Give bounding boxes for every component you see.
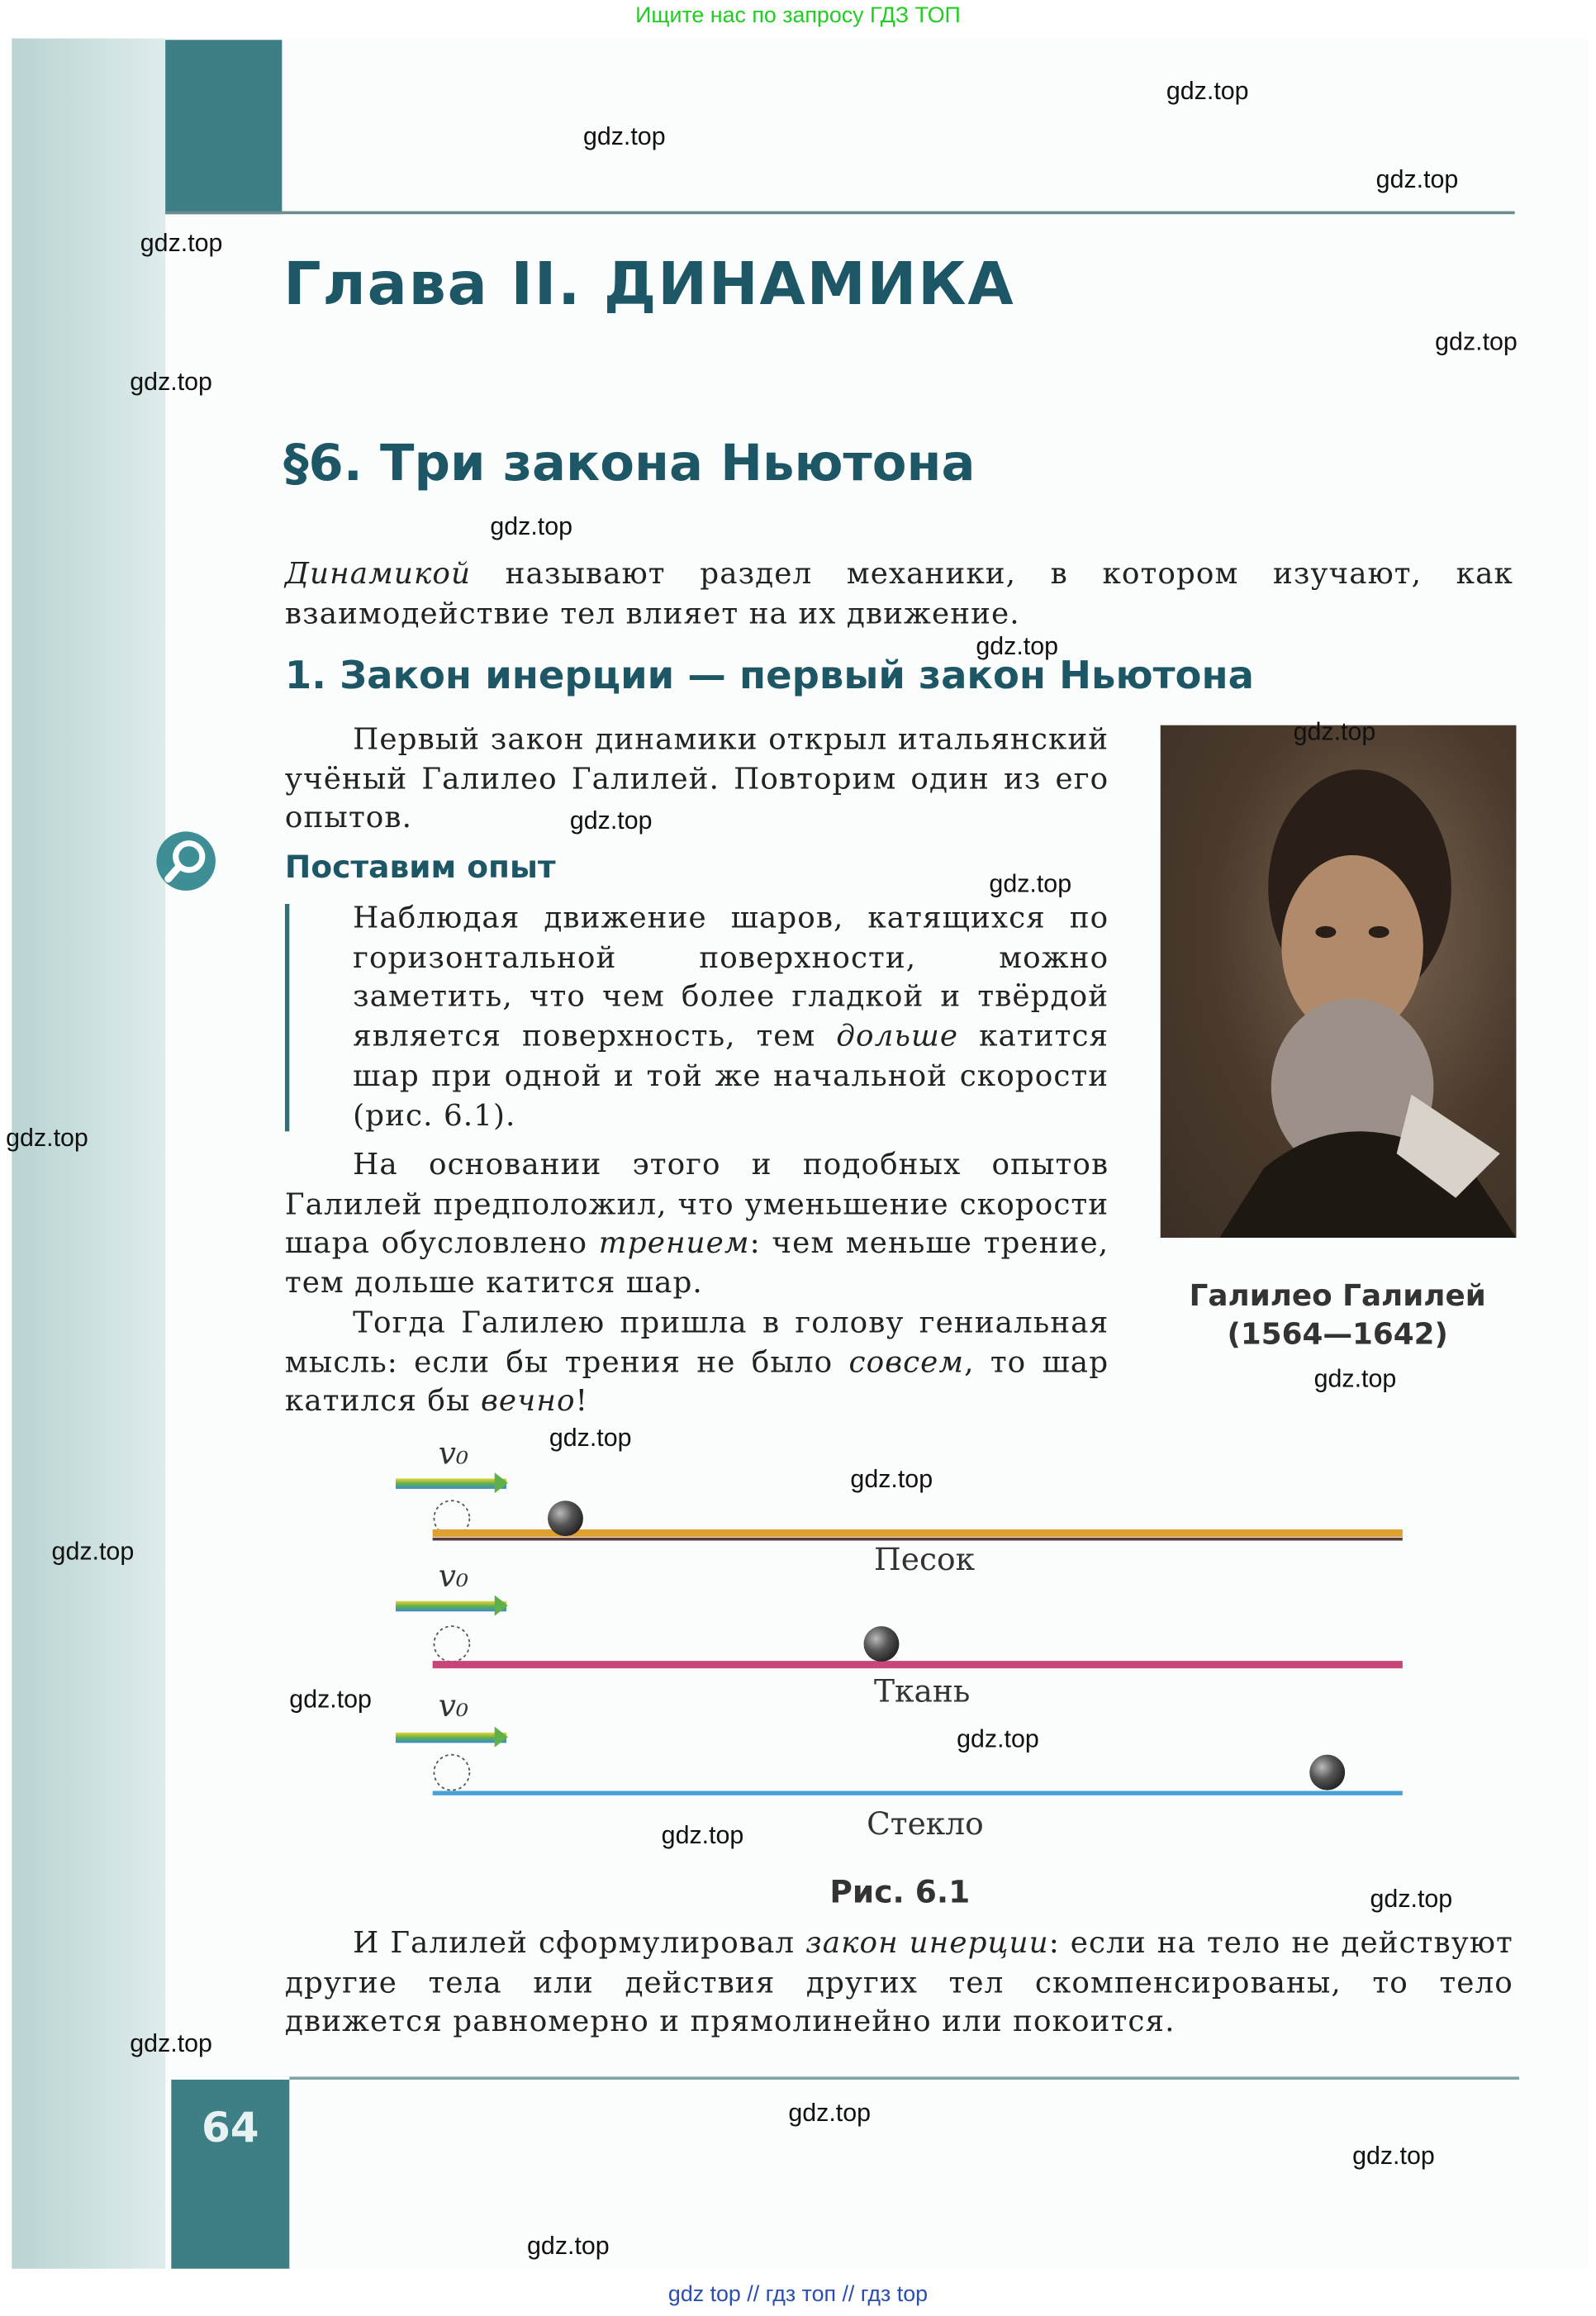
watermark: gdz.top <box>130 368 212 397</box>
term: закон инерции <box>805 1924 1049 1961</box>
text: Наблюдая движение шаров, катящихся по горизонтальной поверхности, можно заметить, что чем более гладкой и твёрдой является поверхность, тем <box>353 899 1109 1053</box>
velocity-label: v₀ <box>438 1435 469 1472</box>
ball-icon <box>864 1626 900 1662</box>
figure-caption: Рис. 6.1 <box>829 1874 971 1910</box>
text: И Галилей сформулировал <box>353 1924 806 1961</box>
cloth-track <box>396 1596 1403 1665</box>
watermark: gdz.top <box>1313 1364 1397 1393</box>
velocity-arrow-icon <box>396 1478 506 1489</box>
experiment-title: Поставим опыт <box>284 849 556 885</box>
velocity-arrow-icon <box>396 1733 506 1743</box>
watermark: gdz.top <box>549 1424 632 1453</box>
watermark: gdz.top <box>1375 165 1459 194</box>
paragraph-2 <box>285 1144 1109 1302</box>
galileo-portrait <box>1161 725 1517 1238</box>
watermark: gdz.top <box>6 1124 88 1153</box>
text: , то шар катился бы <box>284 1343 1109 1419</box>
watermark: gdz.top <box>527 2232 610 2261</box>
glass-track <box>396 1724 1403 1793</box>
experiment-paragraph <box>353 898 1109 1134</box>
paragraph-3 <box>285 1303 1109 1421</box>
watermark: gdz.top <box>490 512 573 541</box>
footer-links[interactable]: gdz top // гдз топ // гдз top <box>667 2281 929 2308</box>
law-paragraph <box>285 1923 1513 2041</box>
term: вечно <box>480 1382 576 1419</box>
watermark: gdz.top <box>850 1465 933 1494</box>
text: ! <box>575 1382 589 1419</box>
watermark: gdz.top <box>582 122 666 151</box>
watermark: gdz.top <box>1370 1884 1453 1913</box>
magnifier-icon <box>156 831 215 891</box>
section-title: §6. Три закона Ньютона <box>283 434 976 494</box>
watermark: gdz.top <box>788 2099 872 2128</box>
watermark: gdz.top <box>1352 2142 1435 2170</box>
ball-icon <box>1309 1755 1345 1791</box>
footer-divider <box>289 2076 1519 2080</box>
surface-label-sand: Песок <box>874 1542 976 1578</box>
watermark: gdz.top <box>51 1537 135 1566</box>
start-position-icon <box>434 1626 469 1662</box>
surface-label-glass: Стекло <box>867 1806 984 1843</box>
term: трением <box>598 1225 750 1261</box>
text: Тогда Галилею пришла в голову гениальная мысль: если бы трения не было <box>284 1304 1109 1380</box>
watermark: gdz.top <box>569 806 653 835</box>
chapter-title: Глава II. ДИНАМИКА <box>283 250 1015 320</box>
caption-years: (1564—1642) <box>1227 1315 1448 1352</box>
surface-label-cloth: Ткань <box>874 1673 971 1710</box>
text: : чем меньше трение, тем дольше катится шар. <box>284 1225 1109 1301</box>
velocity-arrow-icon <box>396 1601 506 1612</box>
paragraph-1: Первый закон динамики открыл итальянский учёный Галилео Галилей. Повторим один из его опытов. <box>284 720 1109 835</box>
text: катится шар при одной и той же начальной скорости (рис. 6.1). <box>353 1017 1109 1133</box>
watermark: gdz.top <box>976 632 1059 661</box>
watermark: gdz.top <box>130 2029 212 2058</box>
text: На основании этого и подобных опытов Галилей предположил, что уменьшение скорости шара обусловлено <box>284 1146 1109 1261</box>
text: : если на тело не действуют другие тела или действия других тел скомпенсированы, то тело движется равномерно и прямолинейно или покоится. <box>284 1924 1513 2039</box>
page-number: 64 <box>201 2103 259 2152</box>
velocity-label: v₀ <box>438 1688 469 1724</box>
watermark: gdz.top <box>140 229 223 258</box>
watermark: gdz.top <box>289 1685 372 1714</box>
watermark: gdz.top <box>989 869 1072 898</box>
term: дольше <box>836 1017 959 1053</box>
watermark: gdz.top <box>661 1821 744 1850</box>
watermark: gdz.top <box>1293 717 1376 746</box>
watermark: gdz.top <box>1435 327 1518 356</box>
term: Динамикой <box>284 555 472 592</box>
experiment-bar <box>285 904 289 1131</box>
watermark: gdz.top <box>1166 76 1249 105</box>
watermark: gdz.top <box>957 1724 1039 1753</box>
subsection-title: 1. Закон инерции — первый закон Ньютона <box>284 654 1254 699</box>
portrait-caption <box>1166 1276 1509 1353</box>
text: называют раздел механики, в котором изучают, как взаимодействие тел влияет на их движение. <box>284 555 1513 630</box>
term: совсем <box>848 1343 965 1380</box>
velocity-label: v₀ <box>438 1557 469 1594</box>
caption-name: Галилео Галилей <box>1189 1277 1486 1314</box>
header-divider <box>165 212 1515 215</box>
header-block <box>165 40 282 214</box>
top-banner[interactable]: Ищите нас по запросу ГДЗ ТОП <box>635 2 961 28</box>
intro-paragraph <box>285 554 1513 632</box>
start-position-icon <box>434 1755 469 1791</box>
ball-icon <box>548 1500 583 1536</box>
